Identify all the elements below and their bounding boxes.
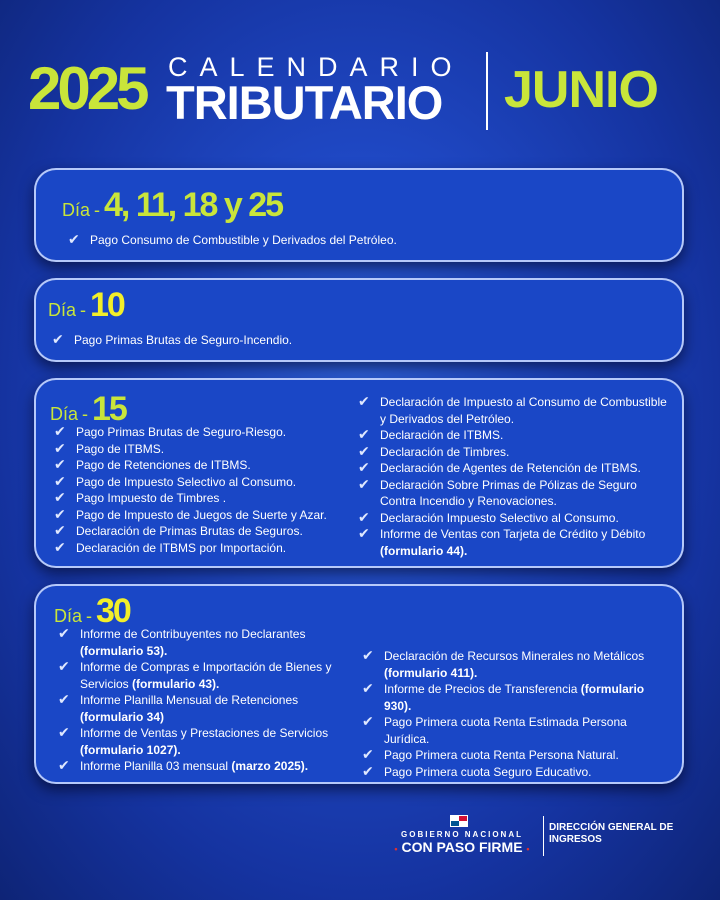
- dgi-logo-text: DIRECCIÓN GENERAL DE INGRESOS: [549, 822, 674, 845]
- list-item: [58, 725, 358, 758]
- list-item: [58, 692, 358, 725]
- title-calendario: CALENDARIO: [168, 52, 464, 82]
- list-item: [52, 332, 652, 349]
- dia-dash: -: [86, 606, 93, 626]
- check-icon: ✔: [54, 490, 66, 506]
- check-icon: ✔: [362, 714, 374, 730]
- list-item: [58, 659, 358, 692]
- list-item: [54, 540, 354, 557]
- list-item: [54, 457, 354, 474]
- item-list: [68, 232, 668, 249]
- card-day-15: [34, 378, 684, 568]
- check-icon: ✔: [358, 443, 370, 460]
- day-numbers: 4, 11, 18 y 25: [104, 186, 283, 224]
- check-icon: ✔: [362, 747, 374, 763]
- dia-dash: -: [94, 200, 101, 220]
- dia-label: Día: [50, 404, 79, 424]
- check-icon: ✔: [58, 626, 70, 642]
- check-icon: ✔: [58, 725, 70, 741]
- day-numbers: 30: [96, 592, 130, 630]
- list-item: [358, 427, 668, 444]
- item-text: Pago Primera cuota Seguro Educativo.: [384, 764, 592, 779]
- list-item: [362, 714, 668, 747]
- item-text: Declaración de Recursos Minerales no Metálicos: [384, 649, 645, 663]
- day-heading: [62, 186, 282, 225]
- check-icon: ✔: [358, 526, 370, 542]
- check-icon: ✔: [52, 332, 64, 348]
- list-item: [54, 523, 354, 540]
- item-text: Pago de Retenciones de ITBMS.: [76, 458, 251, 472]
- list-item: [68, 232, 668, 249]
- left-item-list: [58, 626, 358, 775]
- list-item: [58, 758, 358, 775]
- check-icon: ✔: [358, 427, 370, 443]
- item-text: Declaración de ITBMS por Importación.: [76, 540, 287, 555]
- item-text: Pago de ITBMS.: [76, 441, 165, 456]
- item-text: Informe Planilla 03 mensual: [80, 759, 229, 773]
- item-text: Informe de Compras e Importación de Bienes y Servicios: [80, 660, 332, 691]
- month-title: JUNIO: [504, 61, 658, 119]
- list-item: [362, 648, 668, 681]
- dia-label: Día: [48, 300, 77, 320]
- list-item: [358, 444, 668, 461]
- right-item-list: [358, 394, 668, 559]
- header: [28, 48, 692, 138]
- day-numbers: 10: [90, 286, 124, 324]
- form-number: (formulario 44).: [380, 543, 468, 558]
- list-item: [358, 460, 668, 477]
- form-number: (formulario 43).: [132, 676, 220, 691]
- footer-divider: [543, 816, 544, 856]
- item-text: Pago de Impuesto de Juegos de Suerte y Azar.: [76, 507, 327, 522]
- item-text: Pago Primas Brutas de Seguro-Incendio.: [74, 333, 293, 347]
- dia-dash: -: [82, 404, 89, 424]
- check-icon: ✔: [58, 758, 70, 774]
- list-item: [358, 510, 668, 527]
- con-paso-firme: [382, 839, 542, 855]
- day-heading: [48, 286, 124, 325]
- item-text: Pago Primera cuota Renta Estimada Persona Jurídica.: [384, 715, 627, 746]
- form-number: (formulario 411).: [384, 665, 478, 680]
- item-list: [52, 332, 652, 349]
- item-text: Informe de Ventas y Prestaciones de Servicios: [80, 726, 329, 740]
- item-text: Declaración de Agentes de Retención de ITBMS.: [380, 461, 641, 475]
- day-numbers: 15: [92, 390, 126, 428]
- list-item: [54, 424, 354, 441]
- dia-label: Día: [54, 606, 83, 626]
- card-day-30: [34, 584, 684, 784]
- item-text: Pago Impuesto de Timbres .: [76, 491, 227, 505]
- list-item: [54, 474, 354, 491]
- check-icon: ✔: [58, 692, 70, 708]
- list-item: [358, 526, 668, 559]
- con-paso-firme-text: CON PASO FIRME: [401, 839, 523, 855]
- dia-label: Día: [62, 200, 91, 220]
- card-day-10: [34, 278, 684, 362]
- form-number: (formulario 53).: [80, 643, 168, 658]
- check-icon: ✔: [54, 440, 66, 457]
- item-text: Informe Planilla Mensual de Retenciones: [80, 693, 299, 707]
- flag-quarter: [451, 821, 459, 826]
- star-icon: •: [394, 844, 398, 854]
- item-text: Declaración de Primas Brutas de Seguros.: [76, 524, 303, 538]
- item-text: Informe de Ventas con Tarjeta de Crédito y Débito: [380, 527, 646, 541]
- check-icon: ✔: [54, 506, 66, 523]
- list-item: [358, 477, 668, 510]
- list-item: [54, 507, 354, 524]
- item-text: Informe de Precios de Transferencia: [384, 682, 578, 696]
- check-icon: ✔: [362, 763, 374, 780]
- gobierno-nacional: GOBIERNO NACIONAL: [401, 830, 523, 839]
- item-text: Pago Consumo de Combustible y Derivados del Petróleo.: [90, 233, 397, 247]
- list-item: [362, 681, 668, 714]
- check-icon: ✔: [362, 648, 374, 664]
- list-item: [54, 441, 354, 458]
- card-day-4-11-18-25: [34, 168, 684, 262]
- form-number: (formulario 34): [80, 709, 165, 724]
- check-icon: ✔: [54, 424, 66, 440]
- check-icon: ✔: [358, 476, 370, 493]
- panama-flag-icon: [450, 815, 468, 827]
- check-icon: ✔: [358, 460, 370, 476]
- check-icon: ✔: [358, 509, 370, 526]
- form-number: (marzo 2025).: [231, 759, 309, 773]
- form-number: (formulario 1027).: [80, 742, 181, 757]
- left-item-list: [54, 424, 354, 556]
- list-item: [58, 626, 358, 659]
- check-icon: ✔: [54, 457, 66, 473]
- list-item: [358, 394, 668, 427]
- check-icon: ✔: [68, 232, 80, 248]
- year-title: 2025: [28, 55, 146, 122]
- star-icon: •: [526, 844, 530, 854]
- header-divider: [486, 52, 488, 130]
- flag-quarter: [459, 821, 467, 826]
- right-item-list: [362, 648, 668, 780]
- check-icon: ✔: [362, 681, 374, 697]
- item-text: Declaración de Timbres.: [380, 444, 510, 459]
- item-text: Pago Primas Brutas de Seguro-Riesgo.: [76, 425, 287, 439]
- item-text: Informe de Contribuyentes no Declarantes: [80, 627, 306, 641]
- check-icon: ✔: [58, 659, 70, 675]
- dia-dash: -: [80, 300, 87, 320]
- check-icon: ✔: [54, 539, 66, 556]
- form-number: (formulario 930).: [384, 682, 645, 713]
- list-item: [362, 764, 668, 781]
- item-text: Declaración Sobre Primas de Pólizas de Seguro Contra Incendio y Renovaciones.: [380, 477, 637, 508]
- list-item: [362, 747, 668, 764]
- check-icon: ✔: [358, 394, 370, 410]
- item-text: Declaración Impuesto Selectivo al Consumo.: [380, 510, 619, 525]
- check-icon: ✔: [54, 523, 66, 539]
- item-text: Pago Primera cuota Renta Persona Natural.: [384, 748, 619, 762]
- title-tributario: TRIBUTARIO: [166, 76, 443, 129]
- item-text: Pago de Impuesto Selectivo al Consumo.: [76, 474, 297, 489]
- item-text: Declaración de Impuesto al Consumo de Combustible y Derivados del Petróleo.: [380, 395, 667, 426]
- item-text: Declaración de ITBMS.: [380, 428, 504, 442]
- list-item: [54, 490, 354, 507]
- check-icon: ✔: [54, 473, 66, 490]
